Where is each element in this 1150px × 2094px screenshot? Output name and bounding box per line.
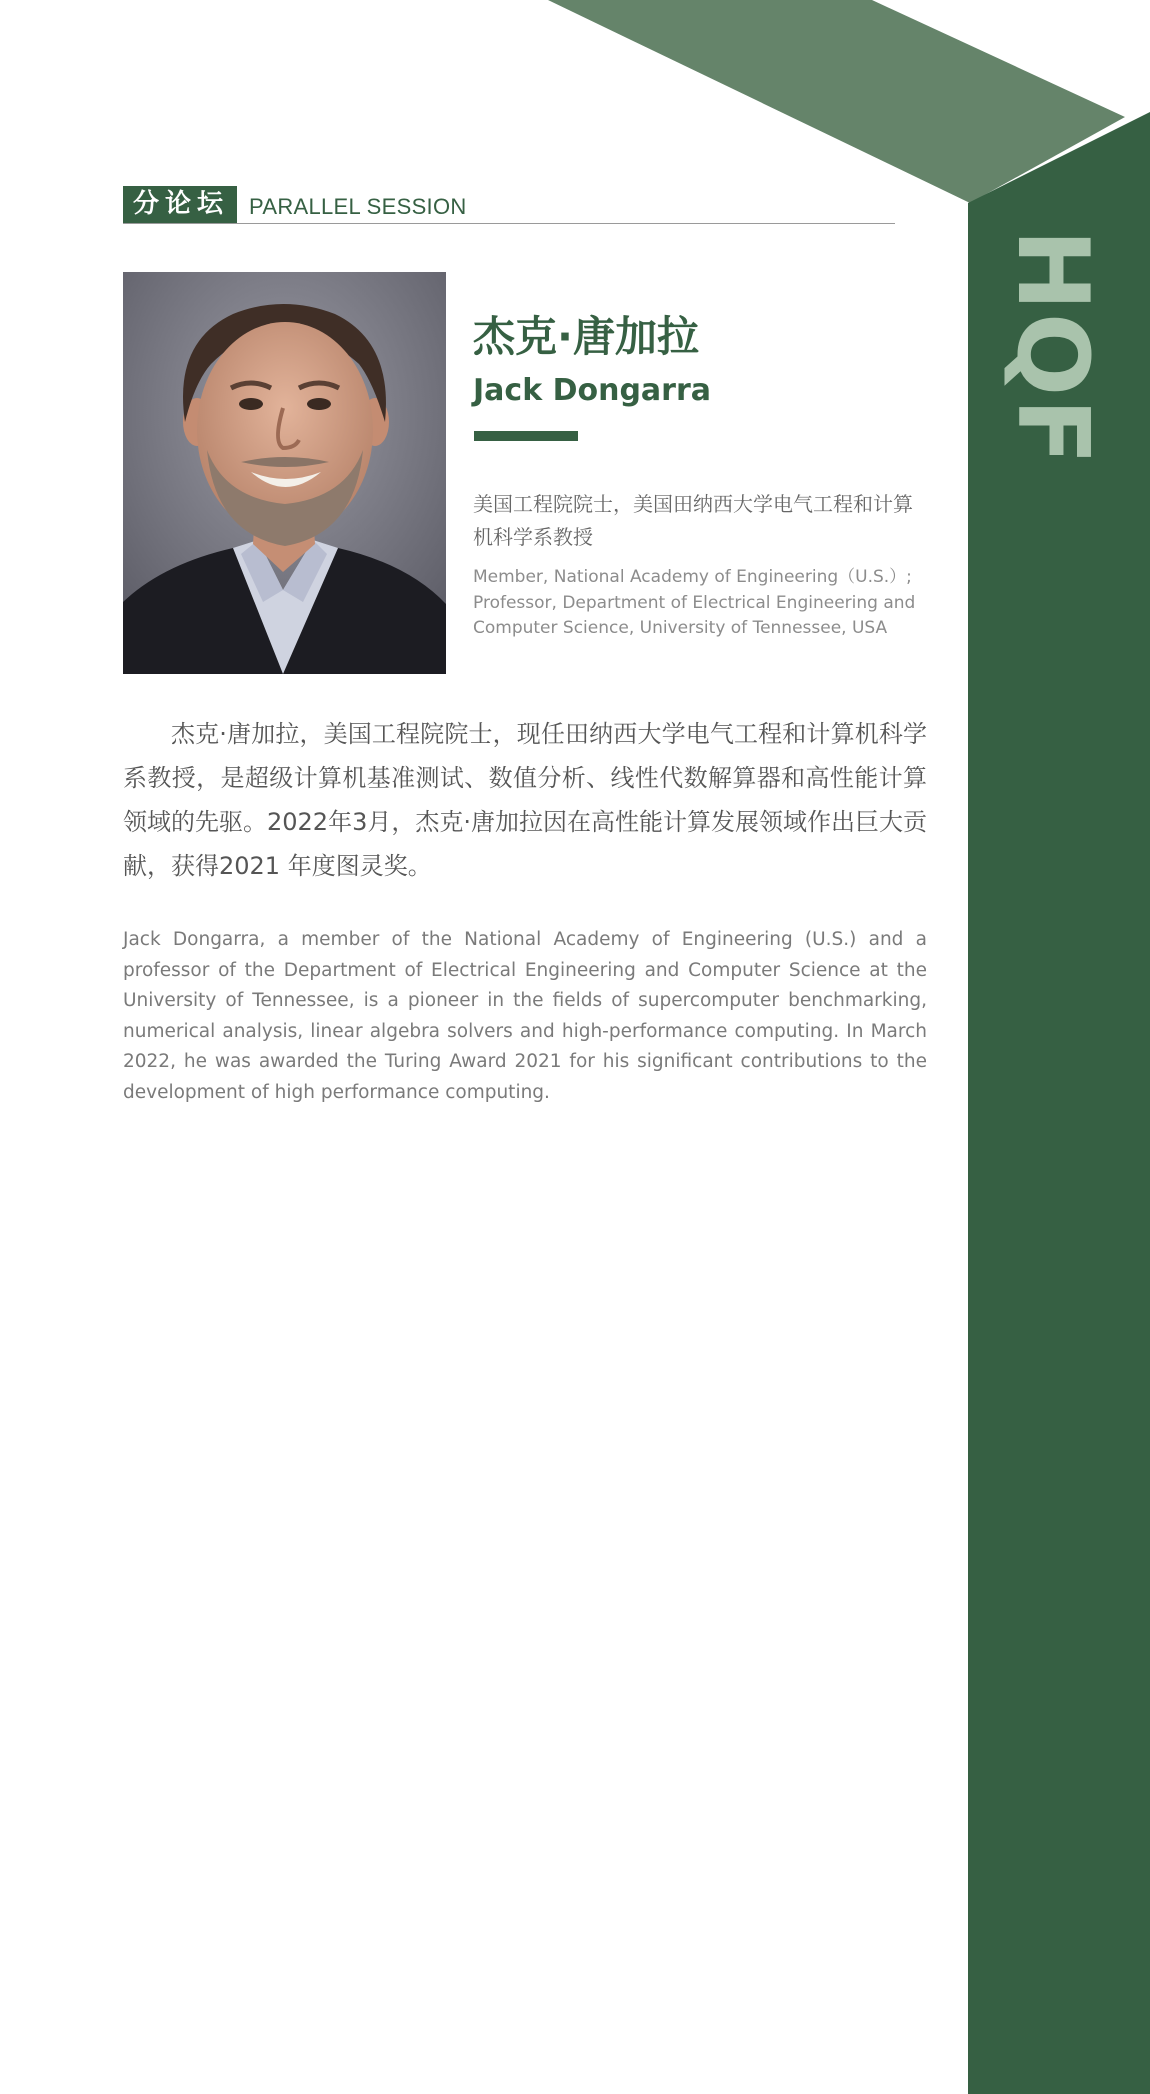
speaker-title-chinese: 美国工程院院士，美国田纳西大学电气工程和计算机科学系教授 <box>473 492 913 549</box>
brand-vertical-text: HQF <box>995 228 1109 468</box>
speaker-bio-english: Jack Dongarra, a member of the National Academy of Engineering (U.S.) and a professor of the Department of Electrical Engineering and Computer Science at the University of Tennessee, is a pioneer in the fields of supercomputer benchmarking, numerical analysis, linear algebra solvers and high-performance computing. In March 2022, he was awarded the Turing Award 2021 for his significant contributions to the development of high performance computing. <box>123 929 927 1103</box>
header-divider <box>123 223 895 224</box>
speaker-bio-chinese: 杰克·唐加拉，美国工程院院士，现任田纳西大学电气工程和计算机科学系教授，是超级计算机基准测试、数值分析、线性代数解算器和高性能计算领域的先驱。2022年3月，杰克·唐加拉因在高性能计算发展领域作出巨大贡献，获得2021 年度图灵奖。 <box>123 720 927 880</box>
section-header <box>123 186 895 224</box>
speaker-title-english: Member, National Academy of Engineering（U.S.）; Professor, Department of Electrical Engineering and Computer Science, University of Tennessee, USA <box>473 567 916 638</box>
speaker-name-english: Jack Dongarra <box>473 373 712 408</box>
name-underline-bar <box>474 431 578 441</box>
speaker-name-chinese: 杰克·唐加拉 <box>473 312 699 361</box>
section-english-label: PARALLEL SESSION <box>249 194 467 219</box>
brand-vertical-logo <box>995 228 1109 468</box>
section-tag: 分论坛 <box>123 186 237 223</box>
speaker-portrait <box>123 272 446 674</box>
